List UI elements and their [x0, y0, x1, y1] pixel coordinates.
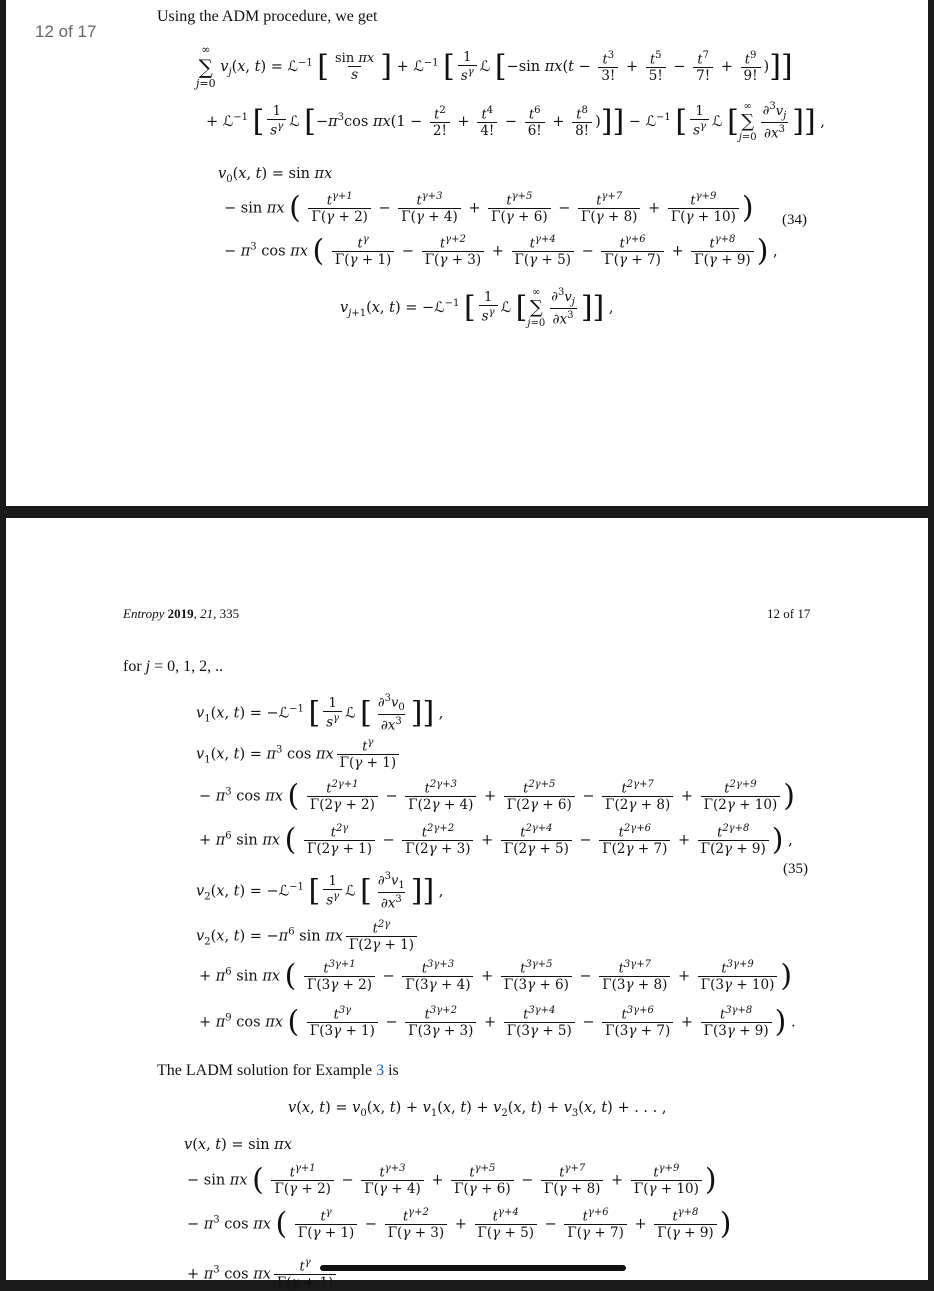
example-link[interactable]: 3 — [376, 1062, 385, 1079]
for-j-text: for j = 0, 1, 2, .. — [123, 658, 224, 675]
equation-line: − sin πx ( $\frac{t^{\gamma+1}}{\Gamma(\gamma + 2)}$ − $\frac{t^{\gamma+3}}{\Gamma(\gamma + 4)}$ + $\frac{t^{\gamma+5}}{\Gamma(\gamma + 6)}$ − $\frac{t^{\gamma+7}}{\Gamma(\gamma + 8)}$ + $\frac{t^{\gamma+9}}{\Gamma(\gamma + 10)}$ ) — [187, 1162, 717, 1198]
journal-year: 2019 — [167, 606, 194, 621]
equation-line: + $\pi^9$ cos πx ( $\frac{t^{3\gamma}}{\Gamma(3\gamma + 1)}$ − $\frac{t^{3\gamma+2}}{\Gamma(3\gamma + 3)}$ + $\frac{t^{3\gamma+4}}{\Gamma(3\gamma + 5)}$ − $\frac{t^{3\gamma+6}}{\Gamma(3\gamma + 7)}$ + $\frac{t^{3\gamma+8}}{\Gamma(3\gamma + 9)}$ ) . — [199, 1004, 796, 1040]
article-number: , 335 — [213, 606, 240, 621]
equation-line: − $\pi^3$ cos πx ( $\frac{t^\gamma}{\Gamma(\gamma + 1)}$ − $\frac{t^{\gamma+2}}{\Gamma(\gamma + 3)}$ + $\frac{t^{\gamma+4}}{\Gamma(\gamma + 5)}$ − $\frac{t^{\gamma+6}}{\Gamma(\gamma + 7)}$ + $\frac{t^{\gamma+8}}{\Gamma(\gamma + 9)}$ ) — [187, 1206, 732, 1242]
horizontal-scrollbar[interactable] — [320, 1265, 626, 1271]
equation-line: + $\pi^3$ cos πx $\frac{t^\gamma}{\Gamma(\gamma + 1)}$ — [187, 1258, 339, 1291]
page-number-badge: 12 of 17 — [35, 22, 97, 41]
equation-line: ∞ ∑ j=0 $v_j(x$, t) = ℒ$^{-1}$ [ $\frac{\text{sin πx}}{s}$ ] + ℒ$^{-1}$ [ $\frac{1}{s^\gamma}$ ℒ [−sin πx(t − $\frac{t^3}{3!}$ + $\frac{t^5}{5!}$ − $\frac{t^7}{7!}$ + $\frac{t^9}{9!}$ )]] — [196, 43, 793, 91]
equation-line: v(x, $t) = v_0(x$, $t) + v_1(x$, $t) + v_2(x$, $t) + v_3(x$, t) + . . . , — [288, 1100, 667, 1119]
equation-line: v(x, t) = sin πx — [184, 1137, 292, 1153]
page-count: 12 of 17 — [767, 606, 811, 621]
equation-line: − sin πx ( $\frac{t^{\gamma+1}}{\Gamma(\gamma + 2)}$ − $\frac{t^{\gamma+3}}{\Gamma(\gamma + 4)}$ + $\frac{t^{\gamma+5}}{\Gamma(\gamma + 6)}$ − $\frac{t^{\gamma+7}}{\Gamma(\gamma + 8)}$ + $\frac{t^{\gamma+9}}{\Gamma(\gamma + 10)}$ ) — [224, 190, 754, 226]
equation-number: (35) — [783, 861, 808, 877]
equation-line: $v_0(x$, t) = sin πx — [218, 166, 333, 185]
equation-line: $v_{j+1}(x$, t) = −ℒ$^{-1}$ [ $\frac{1}{s^\gamma}$ ℒ [ ∞ ∑ j=0 $\frac{\partial^3v_j}{\partial x^3}$ ]] , — [340, 287, 614, 329]
equation-line: − $\pi^3$ cos πx ( $\frac{t^{2\gamma+1}}{\Gamma(2\gamma + 2)}$ − $\frac{t^{2\gamma+3}}{\Gamma(2\gamma + 4)}$ + $\frac{t^{2\gamma+5}}{\Gamma(2\gamma + 6)}$ − $\frac{t^{2\gamma+7}}{\Gamma(2\gamma + 8)}$ + $\frac{t^{2\gamma+9}}{\Gamma(2\gamma + 10)}$ ) — [199, 778, 795, 814]
ladm-text: The LADM solution for Example — [157, 1062, 377, 1079]
equation-line: + ℒ$^{-1}$ [ $\frac{1}{s^\gamma}$ ℒ [$-\pi^3\cos$ πx(1 − $\frac{t^2}{2!}$ + $\frac{t^4}{4!}$ − $\frac{t^6}{6!}$ + $\frac{t^8}{8!}$ )]] − ℒ$^{-1}$ [ $\frac{1}{s^\gamma}$ ℒ [ ∞ ∑ j=0 $\frac{\partial^3v_j}{\partial x^3}$ ]] , — [206, 101, 825, 143]
equation-line: $v_2(x$, $t) = -\pi^6$ sin πx $\frac{t^{2\gamma}}{\Gamma(2\gamma + 1)}$ — [196, 920, 420, 953]
equation-line: + $\pi^6$ sin πx ( $\frac{t^{3\gamma+1}}{\Gamma(3\gamma + 2)}$ − $\frac{t^{3\gamma+3}}{\Gamma(3\gamma + 4)}$ + $\frac{t^{3\gamma+5}}{\Gamma(3\gamma + 6)}$ − $\frac{t^{3\gamma+7}}{\Gamma(3\gamma + 8)}$ + $\frac{t^{3\gamma+9}}{\Gamma(3\gamma + 10)}$ ) — [199, 958, 793, 994]
journal-name: Entropy — [123, 606, 165, 621]
intro-text: Using the ADM procedure, we get — [157, 8, 378, 25]
equation-line: − $\pi^3$ cos πx ( $\frac{t^\gamma}{\Gamma(\gamma + 1)}$ − $\frac{t^{\gamma+2}}{\Gamma(\gamma + 3)}$ + $\frac{t^{\gamma+4}}{\Gamma(\gamma + 5)}$ − $\frac{t^{\gamma+6}}{\Gamma(\gamma + 7)}$ + $\frac{t^{\gamma+8}}{\Gamma(\gamma + 9)}$ ) , — [224, 233, 778, 269]
ladm-text-end: is — [384, 1062, 399, 1079]
equation-line: $v_1(x$, $t) = \pi^3$ cos πx $\frac{t^\gamma}{\Gamma(\gamma + 1)}$ — [196, 738, 402, 771]
equation-line: $v_1(x$, t) = −ℒ$^{-1}$ [ $\frac{1}{s^\gamma}$ ℒ [ $\frac{\partial^3v_0}{\partial x^3}$ ]] , — [196, 693, 444, 734]
equation-line: $v_2(x$, t) = −ℒ$^{-1}$ [ $\frac{1}{s^\gamma}$ ℒ [ $\frac{\partial^3v_1}{\partial x^3}$ ]] , — [196, 871, 444, 912]
journal-volume: 21 — [200, 606, 214, 621]
equation-number: (34) — [782, 212, 807, 228]
ladm-sentence — [157, 1062, 399, 1080]
running-header: Entropy 2019, 21, 335 — [123, 606, 240, 621]
equation-line: + $\pi^6$ sin πx ( $\frac{t^{2\gamma}}{\Gamma(2\gamma + 1)}$ − $\frac{t^{2\gamma+2}}{\Gamma(2\gamma + 3)}$ + $\frac{t^{2\gamma+4}}{\Gamma(2\gamma + 5)}$ − $\frac{t^{2\gamma+6}}{\Gamma(2\gamma + 7)}$ + $\frac{t^{2\gamma+8}}{\Gamma(2\gamma + 9)}$ ) , — [199, 822, 793, 858]
pdf-page-bottom — [6, 518, 928, 1291]
pdf-page-top — [6, 0, 928, 506]
